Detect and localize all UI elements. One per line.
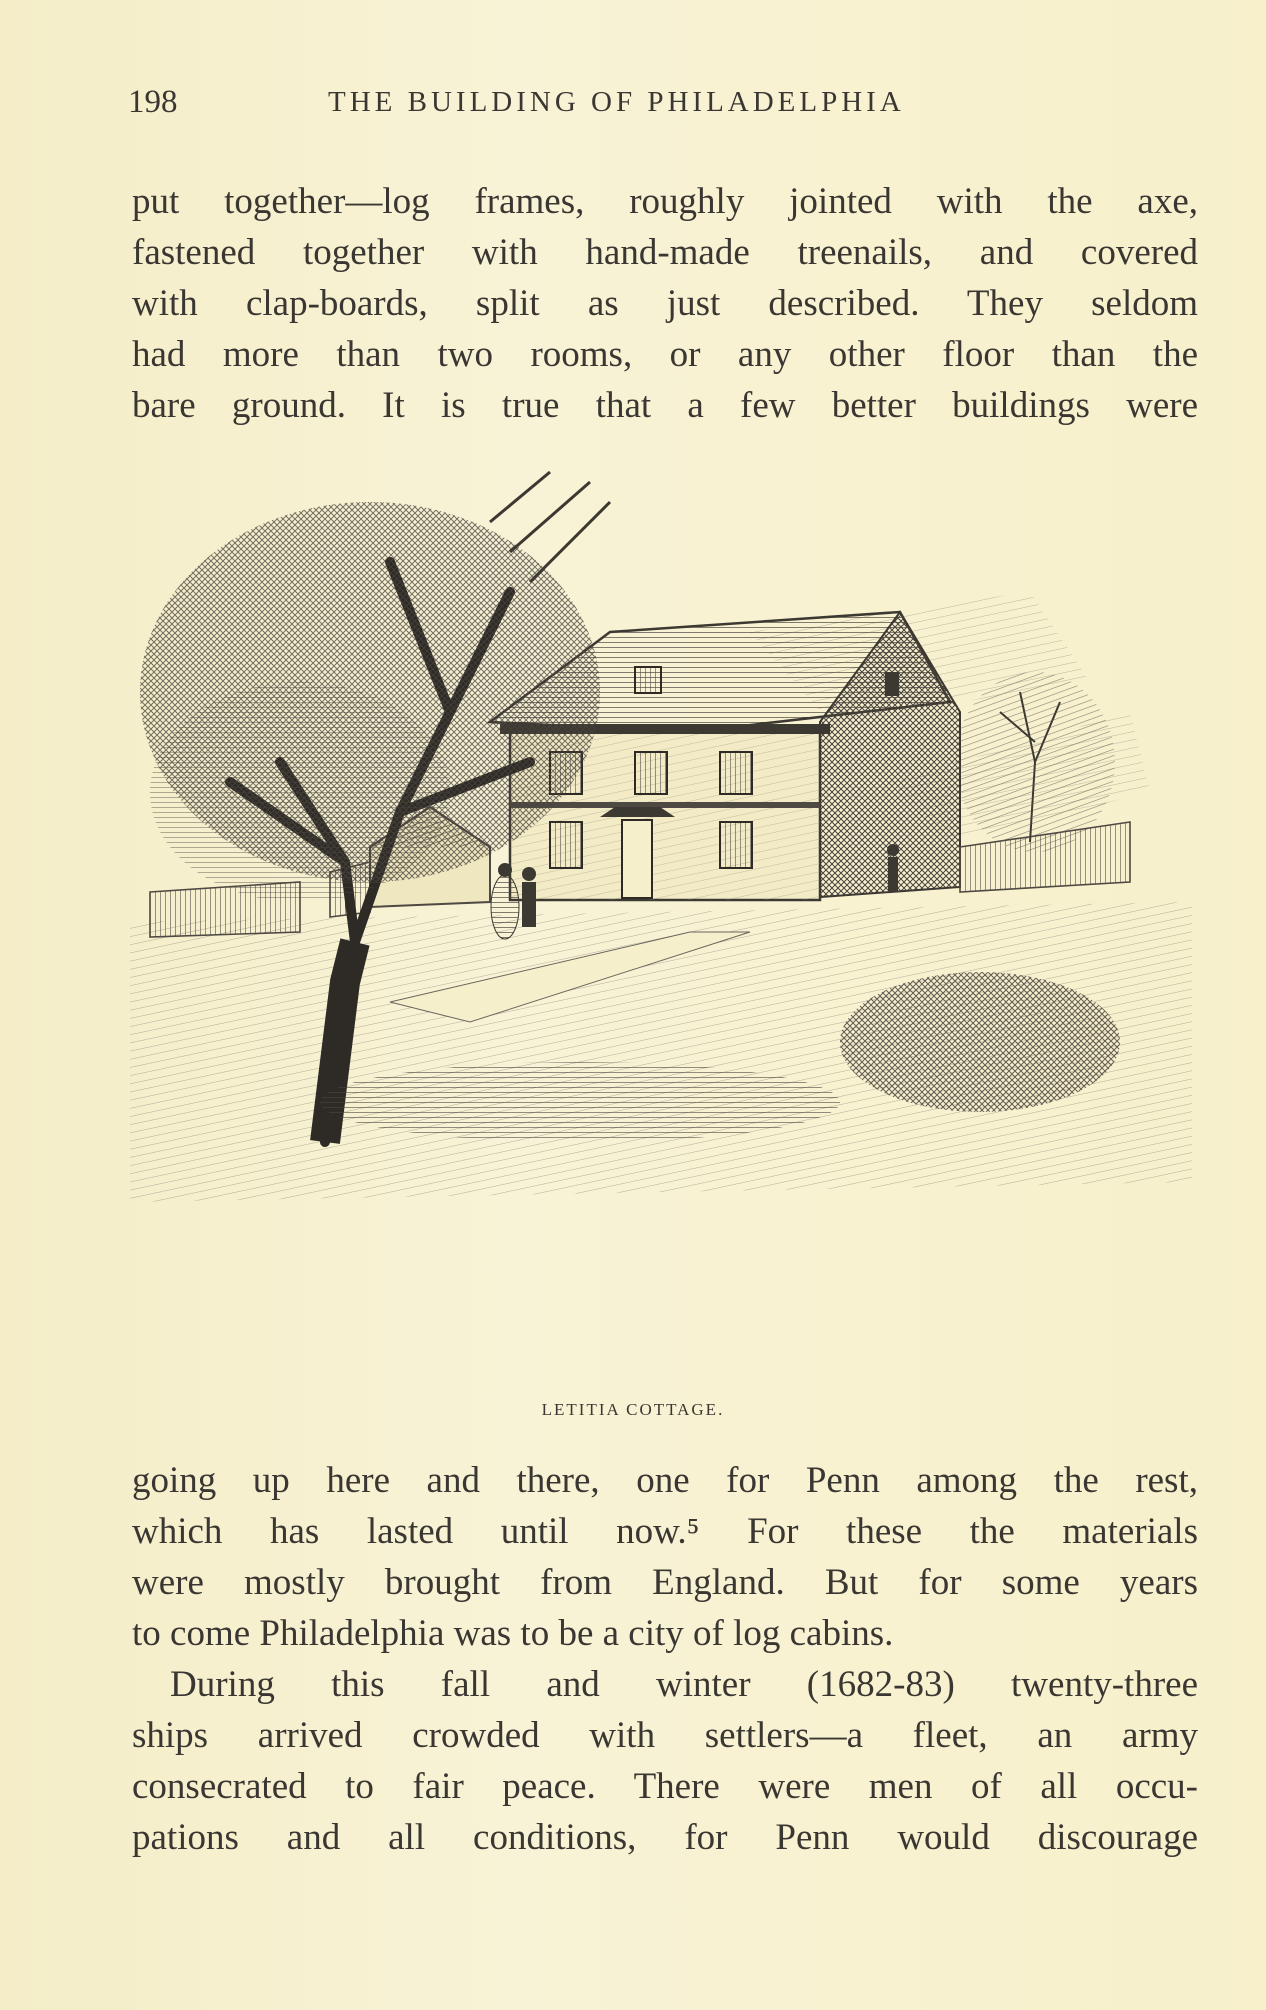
text-line: had more than two rooms, or any other floor than the: [132, 334, 1198, 375]
text-line: ships arrived crowded with settlers—a fleet, an army: [132, 1715, 1198, 1756]
text-line: were mostly brought from England. But for some years: [132, 1562, 1198, 1603]
right-tree: [955, 672, 1115, 852]
text-block-top: [132, 176, 1198, 431]
text-block-bottom: [132, 1455, 1198, 1863]
text-line: fastened together with hand-made treenails, and covered: [132, 232, 1198, 273]
text-line: During this fall and winter (1682-83) twenty-three: [170, 1664, 1198, 1705]
text-line: put together—log frames, roughly jointed with the axe,: [132, 181, 1198, 222]
page-header: [128, 84, 1202, 124]
text-line: bare ground. It is true that a few better buildings were: [132, 385, 1198, 426]
page-number: 198: [128, 84, 178, 120]
text-line: going up here and there, one for Penn among the rest,: [132, 1460, 1198, 1501]
figure-caption: LETITIA COTTAGE.: [541, 1400, 725, 1419]
text-line: consecrated to fair peace. There were men of all occu-: [132, 1766, 1198, 1807]
engraving-illustration: [130, 462, 1192, 1382]
text-line: pations and all conditions, for Penn would discourage: [132, 1817, 1198, 1858]
text-line: to come Philadelphia was to be a city of log cabins.: [132, 1613, 894, 1654]
text-line: with clap-boards, split as just described. They seldom: [132, 283, 1198, 324]
text-line: which has lasted until now.⁵ For these the materials: [132, 1511, 1198, 1552]
running-title: THE BUILDING OF PHILADELPHIA: [328, 86, 905, 118]
